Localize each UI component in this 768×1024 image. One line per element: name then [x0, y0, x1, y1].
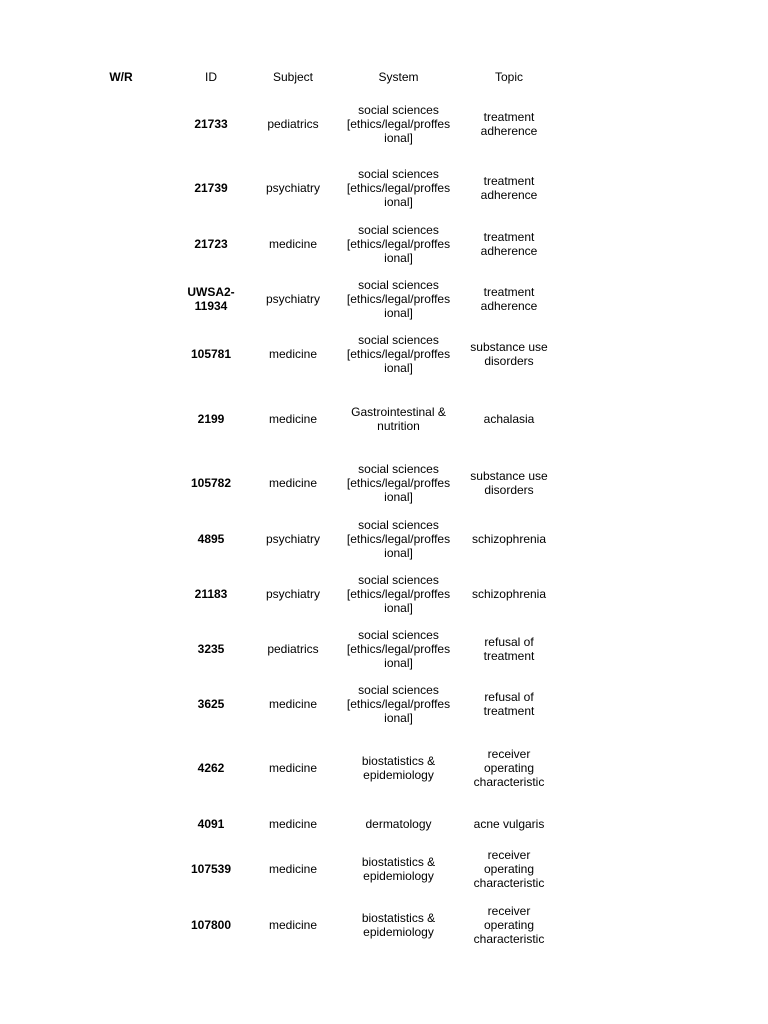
- table-header: [0, 66, 768, 88]
- cell-subject: medicine: [268, 862, 318, 876]
- cell-wr: [90, 510, 152, 568]
- cell-subject: medicine: [268, 476, 318, 490]
- cell-subject: medicine: [268, 761, 318, 775]
- table-row: [0, 159, 768, 217]
- cell-id: 21183: [194, 587, 228, 601]
- cell-topic: receiver operating characteristic: [473, 904, 545, 946]
- cell-system: Gastrointestinal & nutrition: [351, 405, 446, 433]
- table-row: [0, 840, 768, 898]
- cell-system: social sciences [ethics/legal/proffes ional]: [346, 333, 451, 375]
- table-row: [0, 812, 768, 836]
- cell-wr: [90, 390, 152, 448]
- header-wr: W/R: [109, 70, 133, 84]
- cell-topic: substance use disorders: [470, 469, 548, 497]
- cell-wr: [90, 675, 152, 733]
- cell-topic: substance use disorders: [470, 340, 548, 368]
- table-row: [0, 95, 768, 153]
- cell-topic: treatment adherence: [480, 285, 538, 313]
- cell-id: 3625: [197, 697, 225, 711]
- table-row: [0, 896, 768, 954]
- table-row: [0, 675, 768, 733]
- table-row: [0, 510, 768, 568]
- cell-wr: [90, 620, 152, 678]
- cell-topic: acne vulgaris: [473, 817, 545, 831]
- cell-id: UWSA2- 11934: [187, 285, 235, 313]
- cell-id: 21723: [194, 237, 228, 251]
- cell-wr: [90, 454, 152, 512]
- table-row: [0, 270, 768, 328]
- cell-system: biostatistics & epidemiology: [361, 911, 436, 939]
- table-row: [0, 620, 768, 678]
- cell-id: 2199: [197, 412, 225, 426]
- cell-id: 105782: [190, 476, 232, 490]
- cell-system: biostatistics & epidemiology: [361, 754, 436, 782]
- cell-system: social sciences [ethics/legal/proffes ional]: [346, 573, 451, 615]
- cell-topic: treatment adherence: [480, 174, 538, 202]
- cell-subject: psychiatry: [265, 532, 321, 546]
- cell-id: 4091: [197, 817, 225, 831]
- cell-wr: [90, 215, 152, 273]
- cell-topic: schizophrenia: [471, 532, 547, 546]
- cell-id: 107800: [190, 918, 232, 932]
- cell-id: 21733: [194, 117, 228, 131]
- cell-wr: [90, 270, 152, 328]
- table-row: [0, 325, 768, 383]
- cell-subject: psychiatry: [265, 181, 321, 195]
- cell-topic: achalasia: [483, 412, 535, 426]
- header-subject: Subject: [272, 70, 314, 84]
- cell-id: 4262: [197, 761, 225, 775]
- table-row: [0, 739, 768, 797]
- cell-subject: medicine: [268, 347, 318, 361]
- cell-wr: [90, 95, 152, 153]
- cell-topic: refusal of treatment: [483, 635, 535, 663]
- cell-id: 107539: [190, 862, 232, 876]
- cell-wr: [90, 565, 152, 623]
- cell-subject: medicine: [268, 817, 318, 831]
- cell-id: 3235: [197, 642, 225, 656]
- cell-wr: [90, 325, 152, 383]
- cell-system: social sciences [ethics/legal/proffes ional]: [346, 278, 451, 320]
- table-row: [0, 215, 768, 273]
- cell-topic: refusal of treatment: [483, 690, 535, 718]
- cell-topic: receiver operating characteristic: [473, 848, 545, 890]
- cell-system: dermatology: [365, 817, 432, 831]
- cell-id: 4895: [197, 532, 225, 546]
- header-system: System: [378, 70, 419, 84]
- cell-wr: [90, 739, 152, 797]
- cell-system: biostatistics & epidemiology: [361, 855, 436, 883]
- cell-topic: treatment adherence: [480, 230, 538, 258]
- cell-system: social sciences [ethics/legal/proffes ional]: [346, 628, 451, 670]
- cell-topic: receiver operating characteristic: [473, 747, 545, 789]
- cell-wr: [90, 840, 152, 898]
- cell-wr: [90, 159, 152, 217]
- cell-subject: medicine: [268, 237, 318, 251]
- cell-system: social sciences [ethics/legal/proffes ional]: [346, 683, 451, 725]
- cell-topic: schizophrenia: [471, 587, 547, 601]
- cell-system: social sciences [ethics/legal/proffes ional]: [346, 103, 451, 145]
- cell-subject: pediatrics: [267, 642, 319, 656]
- cell-subject: psychiatry: [265, 292, 321, 306]
- table-row: [0, 390, 768, 448]
- cell-system: social sciences [ethics/legal/proffes ional]: [346, 518, 451, 560]
- cell-wr: [90, 812, 152, 836]
- cell-id: 105781: [190, 347, 232, 361]
- cell-subject: pediatrics: [267, 117, 319, 131]
- cell-system: social sciences [ethics/legal/proffes ional]: [346, 167, 451, 209]
- cell-subject: medicine: [268, 918, 318, 932]
- header-topic: Topic: [494, 70, 523, 84]
- cell-subject: psychiatry: [265, 587, 321, 601]
- cell-system: social sciences [ethics/legal/proffes ional]: [346, 462, 451, 504]
- table-row: [0, 565, 768, 623]
- cell-subject: medicine: [268, 697, 318, 711]
- cell-wr: [90, 896, 152, 954]
- cell-system: social sciences [ethics/legal/proffes ional]: [346, 223, 451, 265]
- cell-topic: treatment adherence: [480, 110, 538, 138]
- cell-subject: medicine: [268, 412, 318, 426]
- cell-id: 21739: [194, 181, 228, 195]
- header-id: ID: [205, 70, 217, 84]
- table-row: [0, 454, 768, 512]
